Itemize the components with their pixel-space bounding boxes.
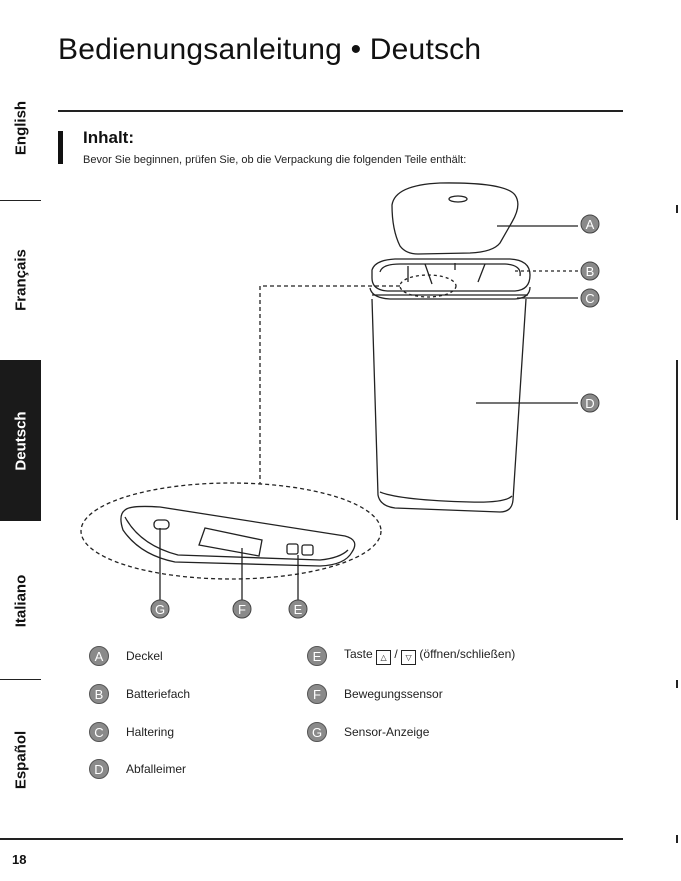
part-letter-badge: E [307,646,327,666]
footer-divider [0,838,623,840]
part-letter-badge: B [89,684,109,704]
callout-a: A [585,217,595,232]
tab-label: Français [12,249,29,311]
bin-drawing [81,183,578,600]
part-b [89,684,191,704]
part-c [89,722,175,742]
part-name [344,647,515,665]
part-g [307,722,430,742]
section-heading: Inhalt: [83,128,134,147]
part-letter-badge: D [89,759,109,779]
callout-b: B [585,264,595,279]
detail-oval [81,483,381,579]
edge-mark [676,360,678,520]
tab-label: Español [12,730,29,790]
callout-d: D [585,396,595,411]
edge-mark [676,205,678,213]
part-name: Deckel [126,649,163,663]
part-f [307,684,443,704]
part-name: Sensor-Anzeige [344,725,430,739]
callout-e: E [293,602,303,617]
part-a [89,646,163,666]
tab-label: Italiano [12,574,29,628]
part-letter-badge: F [307,684,327,704]
section-intro: Bevor Sie beginnen, prüfen Sie, ob die Verpackung die folgenden Teile enthält: [83,154,467,166]
tab-label: English [12,100,29,155]
part-letter-badge: A [89,646,109,666]
part-name: Haltering [126,725,175,739]
edge-mark [676,835,678,843]
part-name-suffix: (öffnen/schließen) [419,647,516,661]
callout-f: F [238,602,246,617]
part-name-prefix: Taste [344,647,373,661]
callout-g: G [154,602,166,617]
part-d [89,759,187,779]
page-number: 18 [12,852,27,867]
part-name: Batteriefach [126,687,191,701]
tab-label: Deutsch [12,410,29,471]
page-title: Bedienungsanleitung • Deutsch [58,33,482,66]
part-name-slash: / [394,647,398,661]
part-e [307,646,516,666]
body-shape [372,299,526,512]
ring-shape [370,287,530,299]
callout-c: C [585,291,595,306]
open-button-icon: △ [376,650,391,665]
part-letter-badge: G [307,722,327,742]
part-letter-badge: C [89,722,109,742]
tab-espanol[interactable] [0,685,41,835]
lid-shape [392,183,518,254]
tab-divider [0,679,41,680]
part-name: Abfalleimer [126,762,187,776]
edge-mark [676,680,678,688]
part-name: Bewegungssensor [344,687,443,701]
close-button-icon: ▽ [401,650,416,665]
